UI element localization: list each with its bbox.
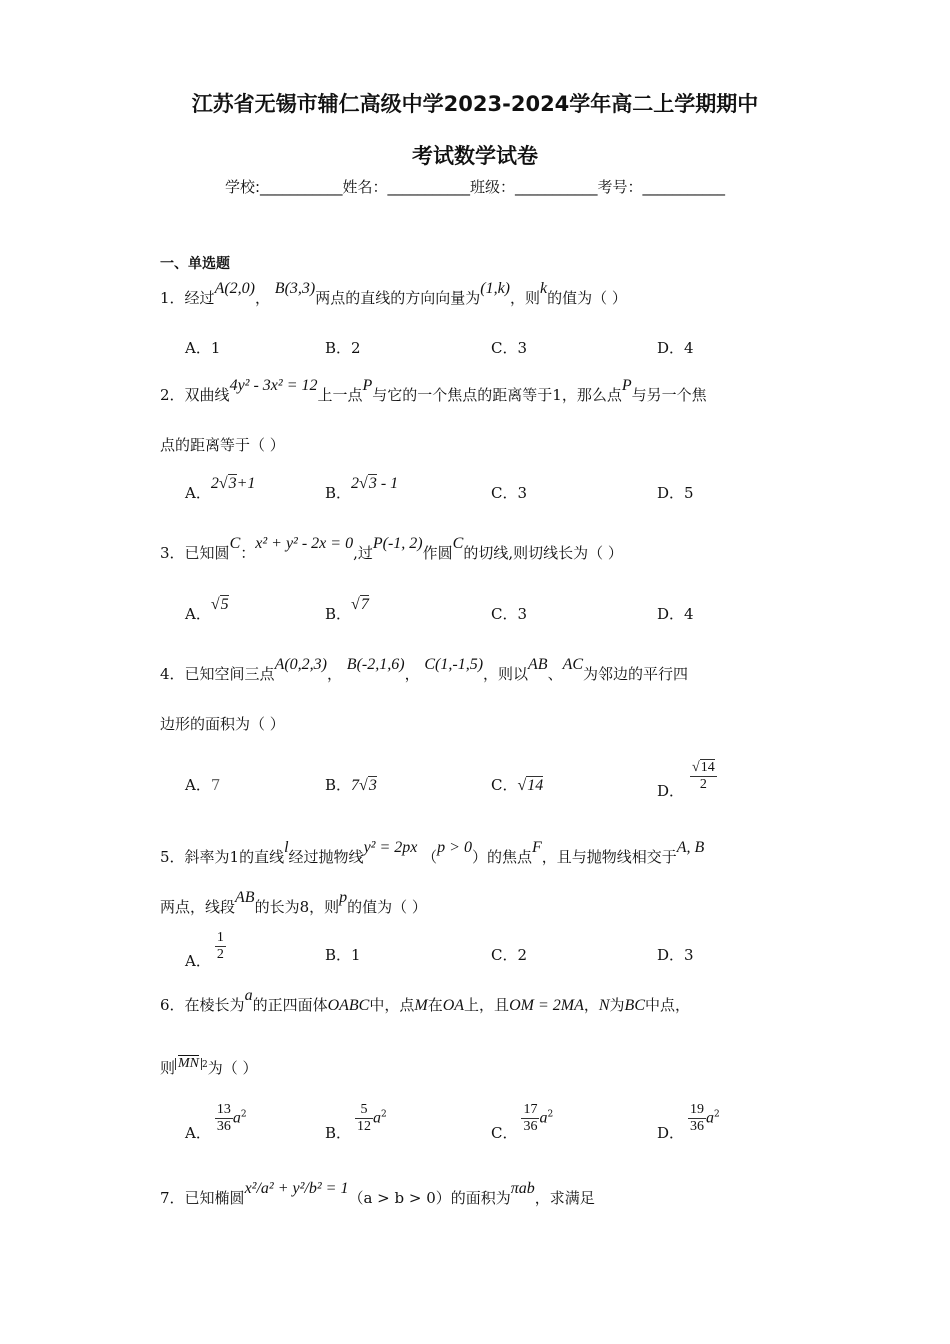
- q4-option-b[interactable]: B．7√3: [325, 776, 377, 794]
- question-4: 4．已知空间三点A(0,2,3)， B(-2,1,6)， C(1,-1,5)，则以AB、AC为邻边的平行四: [160, 656, 689, 683]
- q2-option-b[interactable]: B．2√3 - 1: [325, 475, 399, 502]
- q6-option-c[interactable]: C． $\frac{17}{36}$ $a^2$: [491, 1102, 554, 1142]
- section-title: 一、单选题: [160, 256, 230, 272]
- circle-equation: x² + y² - 2x = 0: [255, 535, 354, 552]
- question-2-line2: 点的距离等于（ ）: [160, 436, 285, 454]
- direction-vector: (1,k): [480, 280, 511, 297]
- q6-option-d[interactable]: D． $\frac{19}{36}$ $a^2$: [657, 1102, 720, 1142]
- q5-option-a[interactable]: A． $\frac{1}{2}$: [185, 930, 224, 970]
- q3-option-c[interactable]: C．3: [491, 605, 528, 623]
- q5-option-d[interactable]: D．3: [657, 946, 694, 964]
- q2-option-c[interactable]: C．3: [491, 484, 528, 502]
- parabola-equation: y² = 2px: [363, 839, 418, 856]
- q1-option-c[interactable]: C．3: [491, 339, 528, 357]
- q6-option-a[interactable]: A． $\frac{13}{36}$ $a^2$: [185, 1102, 247, 1142]
- point-p: P(-1, 2): [372, 535, 423, 552]
- question-6: 6．在棱长为a的正四面体OABC中，点M在OA上，且OM = 2MA，N为BC中点，: [160, 987, 691, 1014]
- q3-option-d[interactable]: D．4: [657, 605, 694, 623]
- q3-option-b[interactable]: B．√7: [325, 596, 369, 623]
- q5-option-c[interactable]: C．2: [491, 946, 528, 964]
- q3-option-a[interactable]: A．√5: [185, 596, 229, 623]
- question-3: 3．已知圆C：x² + y² - 2x = 0,过P(-1, 2)作圆C的切线,则切线长为（ ）: [160, 535, 623, 562]
- student-info-line: 学校:___________姓名：___________班级：___________考号：___________: [224, 178, 726, 196]
- q4-option-a[interactable]: A．7: [185, 776, 221, 794]
- question-6-line2: 则 $\overline{MN}$ $^2$为（ ）: [160, 1056, 258, 1077]
- question-5: 5．斜率为1的直线l经过抛物线y² = 2px （p > 0）的焦点F，且与抛物线相交于A, B: [160, 839, 705, 866]
- q5-option-b[interactable]: B．1: [325, 946, 361, 964]
- hyperbola-equation: 4y² - 3x² = 12: [229, 377, 318, 394]
- ratio-equation: OM = 2MA: [509, 997, 584, 1014]
- point-b: B(3,3): [274, 280, 316, 297]
- question-7: 7．已知椭圆x²/a² + y²/b² = 1（a > b > 0）的面积为πab，求满足: [160, 1180, 595, 1207]
- question-2: 2．双曲线4y² - 3x² = 12上一点P与它的一个焦点的距离等于1，那么点P与另一个焦: [160, 377, 707, 404]
- q1-option-d[interactable]: D．4: [657, 339, 694, 357]
- vector-mn: $\overline{MN}$: [178, 1056, 200, 1071]
- q2-option-d[interactable]: D．5: [657, 484, 694, 502]
- q6-option-b[interactable]: B． $\frac{5}{12}$ $a^2$: [325, 1102, 387, 1142]
- q2-option-a[interactable]: A．2√3+1: [185, 475, 256, 502]
- exam-title-line1: 江苏省无锡市辅仁高级中学2023-2024学年高二上学期期中: [191, 92, 759, 116]
- exam-title-line2: 考试数学试卷: [412, 144, 538, 168]
- q4-option-c[interactable]: C．√14: [491, 776, 544, 794]
- q1-option-b[interactable]: B．2: [325, 339, 361, 357]
- point-a: A(2,0): [214, 280, 255, 297]
- q1-option-a[interactable]: A．1: [185, 339, 221, 357]
- ellipse-equation: x²/a² + y²/b² = 1: [244, 1180, 349, 1197]
- question-5-line2: 两点，线段AB的长为8，则p的值为（ ）: [160, 889, 427, 916]
- q4-option-d[interactable]: D． $\frac{√14}{2}$: [657, 760, 715, 800]
- question-1: 1．经过A(2,0)， B(3,3)两点的直线的方向向量为(1,k)，则k的值为（ ）: [160, 280, 627, 307]
- question-4-line2: 边形的面积为（ ）: [160, 715, 285, 733]
